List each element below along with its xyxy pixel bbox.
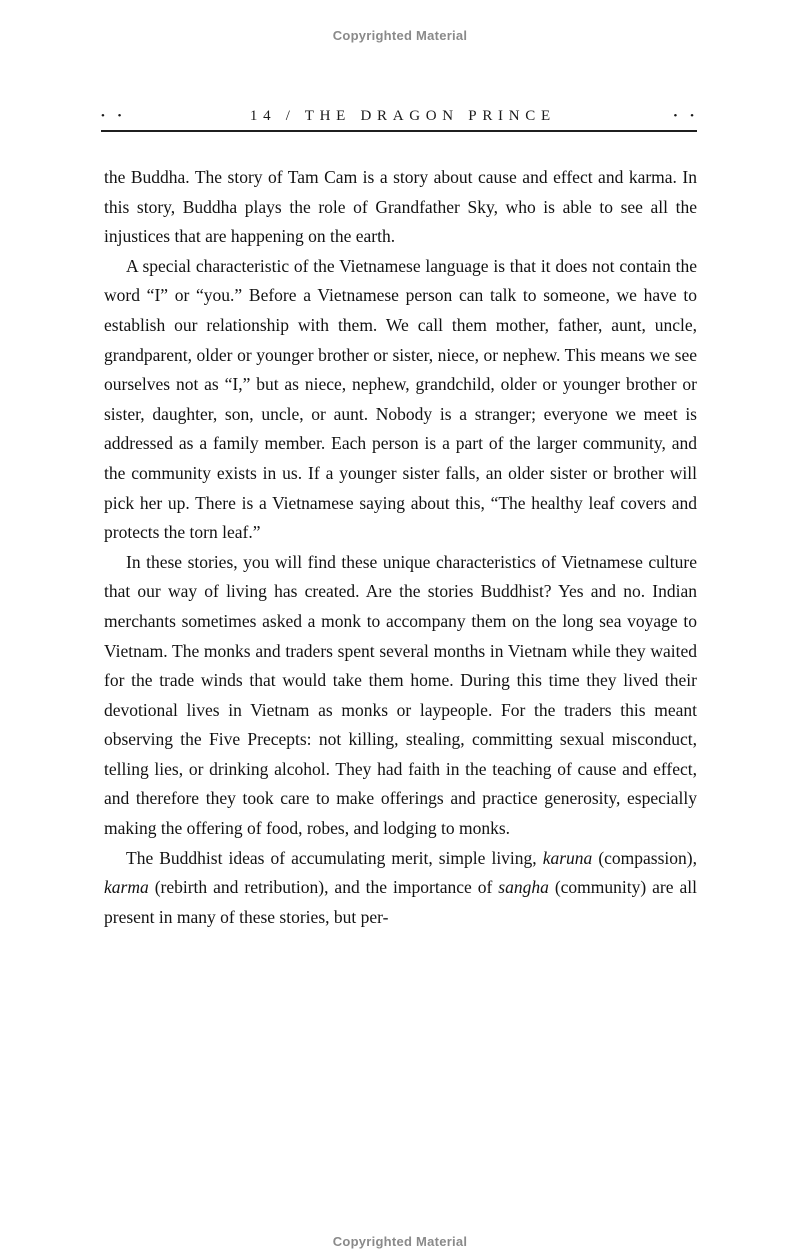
paragraph (104, 844, 697, 933)
header-ornament-right: • • (673, 110, 699, 122)
paragraph (104, 548, 697, 844)
text-run: (rebirth and retribution), and the importance of (148, 877, 499, 898)
text-run: the Buddha. The story of Tam Cam is a story about cause and effect and karma. In this story, Buddha plays the role of Grandfather Sky, who is able to see all the injustices that are happening on the earth. (104, 167, 697, 247)
running-head: 14 / THE DRAGON PRINCE (249, 107, 556, 124)
text-run: In these stories, you will find these unique characteristics of Vietnamese culture that our way of living has created. Are the stories Buddhist? Yes and no. Indian merchants sometimes asked a monk to accompany them on the long sea voyage to Vietnam. The monks and traders spent several months in Vietnam while they waited for the trade winds that would take them home. During this time they lived their devotional lives in Vietnam as monks or laypeople. For the traders this meant observing the Five Precepts: not killing, stealing, committing sexual misconduct, telling lies, or drinking alcohol. They had faith in the teaching of cause and effect, and therefore they took care to make offerings and practice generosity, especially making the offering of food, robes, and lodging to monks. (104, 551, 697, 839)
header-ornament-left: • • (101, 110, 127, 122)
copyright-notice-bottom: Copyrighted Material (332, 1234, 468, 1249)
page-header (101, 104, 699, 128)
text-run: (community) are all present in many of these stories, but per- (104, 877, 697, 927)
header-rule (101, 130, 697, 132)
copyright-notice-top: Copyrighted Material (332, 28, 468, 43)
italic-text-run: karma (104, 877, 149, 898)
text-run: (compassion), (592, 847, 697, 868)
text-run: The Buddhist ideas of accumulating merit, simple living, (126, 847, 543, 868)
paragraph (104, 163, 697, 252)
italic-text-run: sangha (498, 877, 549, 898)
text-run: A special characteristic of the Vietnamese language is that it does not contain the word “I” or “you.” Before a Vietnamese person can talk to someone, we have to establish our relationship with them. We call them mother, father, aunt, uncle, grandparent, older or younger brother or sister, niece, or nephew. This means we see ourselves not as “I,” but as niece, nephew, grandchild, older or younger brother or sister, daughter, son, uncle, or aunt. Nobody is a stranger; everyone we meet is addressed as a family member. Each person is a part of the larger community, and the community exists in us. If a younger sister falls, an older sister or brother will pick her up. There is a Vietnamese saying about this, “The healthy leaf covers and protects the torn leaf.” (104, 255, 697, 543)
paragraph (104, 252, 697, 548)
body-text (104, 163, 697, 932)
italic-text-run: karuna (542, 847, 593, 868)
